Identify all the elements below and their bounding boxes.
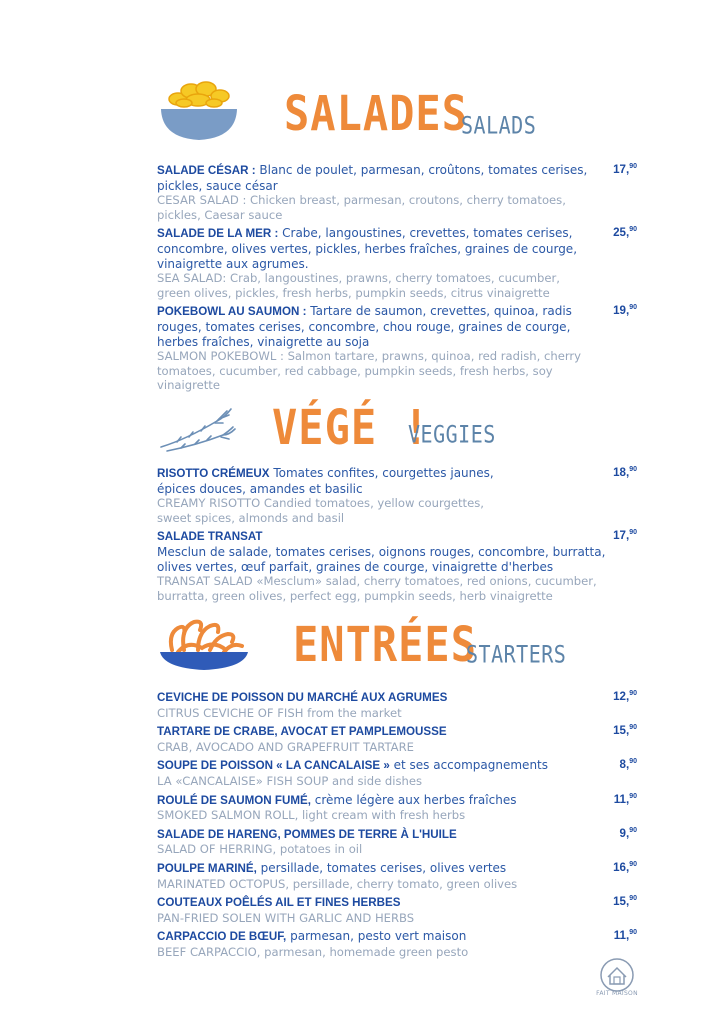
asparagus-icon: [157, 401, 237, 457]
item-name: COUTEAUX POÊLÉS AIL ET FINES HERBES: [157, 896, 401, 910]
item-name: CARPACCIO DE BŒUF,: [157, 930, 287, 944]
item-price: 8,90: [619, 758, 637, 772]
section-header-salades: [0, 70, 724, 140]
item-english: CITRUS CEVICHE OF FISH from the market: [157, 705, 402, 720]
item-english: SMOKED SALMON ROLL, light cream with fresh herbs: [157, 808, 466, 823]
item-description: Mesclun de salade, tomates cerises, oignons rouges, concombre, burratta, olives vertes, œuf parfait, graines de courge, vinaigrette d'herbes: [157, 544, 606, 574]
item-description: Blanc de poulet, parmesan, croûtons, tomates cerises, pickles, sauce césar: [157, 163, 588, 193]
item-price: 16,90: [613, 860, 637, 874]
menu-item: [157, 304, 637, 393]
menu-item: [157, 758, 637, 788]
item-name: TARTARE DE CRABE, AVOCAT ET PAMPLEMOUSSE: [157, 725, 447, 739]
item-description: Crabe, langoustines, crevettes, tomates cerises, concombre, olives vertes, pickles, herbes fraîches, graines de courge, vinaigrette aux agrumes.: [157, 226, 578, 271]
item-description: Tomates confites, courgettes jaunes, épices douces, amandes et basilic: [157, 466, 494, 496]
item-description: parmesan, pesto vert maison: [290, 929, 467, 944]
item-english: BEEF CARPACCIO, parmesan, homemade green pesto: [157, 944, 469, 959]
section-header-entrees: [0, 612, 724, 682]
item-name: ROULÉ DE SAUMON FUMÉ,: [157, 793, 311, 807]
section-subtitle: SALADS: [461, 110, 537, 140]
menu-item: [157, 827, 637, 857]
item-name: SOUPE DE POISSON « LA CANCALAISE »: [157, 759, 390, 773]
section-title: SALADES: [284, 85, 469, 142]
fait-maison-stamp: [597, 957, 637, 999]
menu-item: [157, 226, 637, 300]
item-price: 17,90: [613, 163, 637, 176]
item-name: SALADE DE HARENG, POMMES DE TERRE À L'HUILE: [157, 827, 457, 841]
item-price: 17,90: [613, 529, 637, 543]
item-price: 11,90: [613, 929, 637, 943]
item-english: SALAD OF HERRING, potatoes in oil: [157, 842, 363, 857]
menu-item: [157, 929, 637, 959]
menu-item: [157, 724, 637, 754]
fait-maison-label: FAIT MAISON: [596, 990, 638, 997]
menu-item: [157, 466, 637, 525]
item-price: 15,90: [613, 724, 637, 738]
item-english: SEA SALAD: Crab, langoustines, prawns, cherry tomatoes, cucumber, green olives, pickles, fresh herbs, pumpkin seeds, citrus vinaigrette: [157, 271, 560, 300]
item-english: MARINATED OCTOPUS, persillade, cherry tomato, green olives: [157, 876, 518, 891]
item-price: 9,90: [619, 826, 637, 840]
item-price: 12,90: [613, 690, 637, 703]
item-name: CEVICHE DE POISSON DU MARCHÉ AUX AGRUMES: [157, 691, 448, 704]
item-description: Tartare de saumon, crevettes, quinoa, radis rouges, tomates cerises, concombre, chou rouge, graines de courge, herbes fraîches, vinaigrette au soja: [157, 304, 572, 349]
section-title: VÉGÉ !: [272, 399, 430, 456]
item-price: 19,90: [613, 304, 637, 318]
section-header-vege: [0, 393, 724, 463]
entrees-list: [157, 690, 637, 964]
item-price: 18,90: [613, 466, 637, 479]
item-name: SALADE CÉSAR :: [157, 164, 256, 177]
item-description: et ses accompagnements: [393, 758, 549, 773]
vege-list: [157, 466, 637, 607]
item-name: SALADE TRANSAT: [157, 530, 263, 544]
item-name: POKEBOWL AU SAUMON :: [157, 305, 307, 319]
item-description: persillade, tomates cerises, olives vertes: [260, 860, 507, 875]
salad-bowl-icon: [158, 72, 240, 146]
item-english: LA «CANCALAISE» FISH SOUP and side dishes: [157, 773, 423, 788]
octopus-dish-icon: [158, 614, 250, 678]
item-description: crème légère aux herbes fraîches: [314, 792, 517, 807]
menu-item: [157, 529, 637, 603]
item-english: CESAR SALAD : Chicken breast, parmesan, croutons, cherry tomatoes, pickles, Caesar sauce: [157, 193, 566, 222]
section-subtitle: VEGGIES: [408, 419, 496, 449]
menu-item: [157, 793, 637, 823]
section-subtitle: STARTERS: [466, 639, 567, 669]
menu-item: [157, 895, 637, 925]
item-english: SALMON POKEBOWL : Salmon tartare, prawns, quinoa, red radish, cherry tomatoes, cucumber, red cabbage, pumpkin seeds, fresh herbs, soy vinaigrette: [157, 349, 582, 393]
item-english: CRAB, AVOCADO AND GRAPEFRUIT TARTARE: [157, 739, 414, 754]
menu-item: [157, 163, 637, 222]
item-price: 11,90: [613, 792, 637, 806]
item-english: CREAMY RISOTTO Candied tomatoes, yellow courgettes, sweet spices, almonds and basil: [157, 496, 484, 525]
menu-item: [157, 861, 637, 891]
item-name: SALADE DE LA MER :: [157, 227, 279, 241]
item-price: 15,90: [613, 895, 637, 909]
item-english: TRANSAT SALAD «Mesclum» salad, cherry tomatoes, red onions, cucumber, burratta, green olives, perfect egg, pumpkin seeds, herb vinaigrette: [157, 574, 597, 603]
item-name: POULPE MARINÉ,: [157, 861, 257, 875]
item-english: PAN-FRIED SOLEN WITH GARLIC AND HERBS: [157, 910, 415, 925]
item-price: 25,90: [613, 226, 637, 240]
section-title: ENTRÉES: [293, 616, 478, 673]
salades-list: [157, 163, 637, 397]
menu-item: [157, 690, 637, 720]
item-name: RISOTTO CRÉMEUX: [157, 467, 270, 480]
